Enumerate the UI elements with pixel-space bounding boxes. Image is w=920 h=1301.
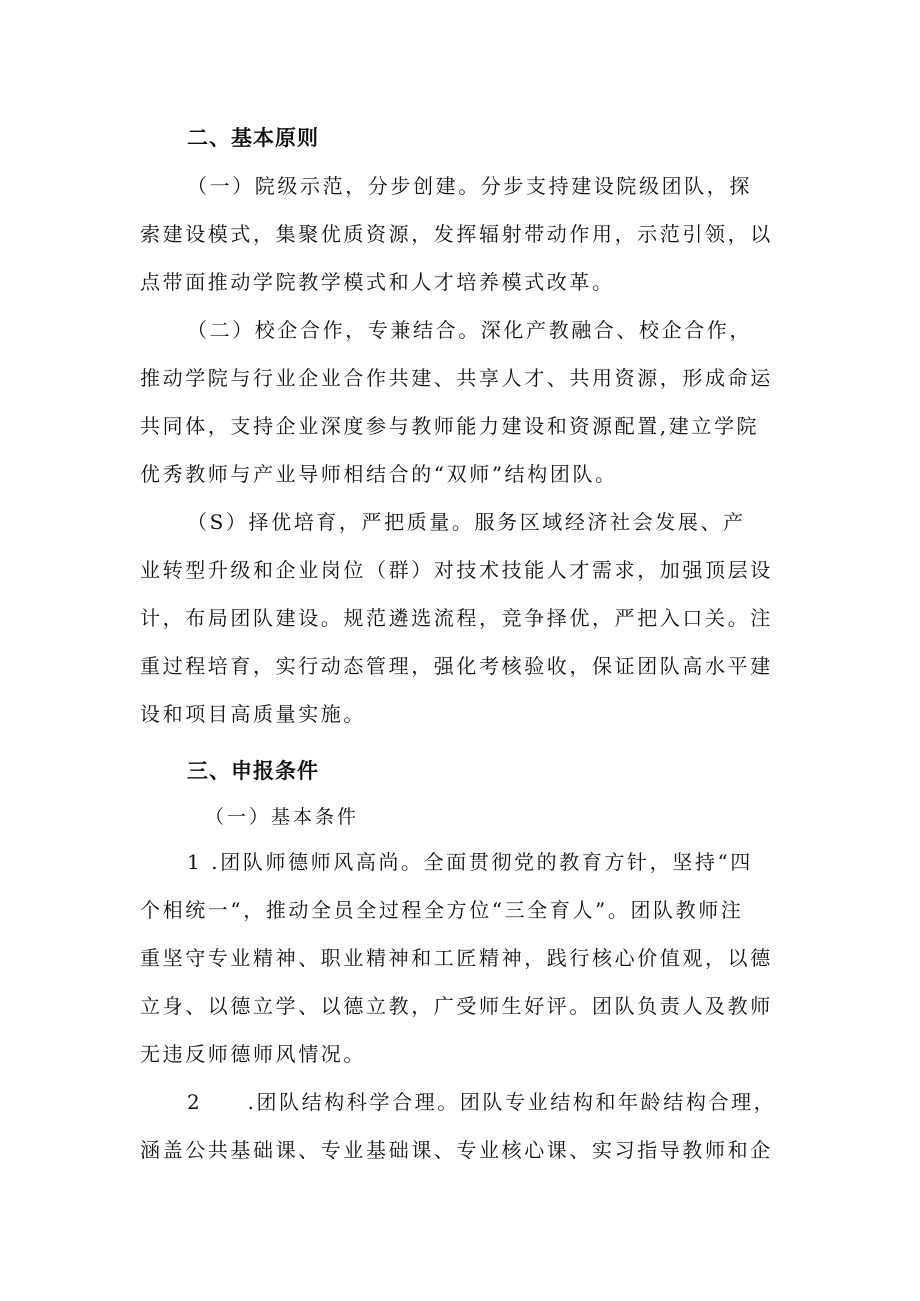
paragraph-line: （一）院级示范，分步创建。分步支持建设院级团队，探 bbox=[187, 174, 752, 198]
paragraph-line: （二）校企合作，专兼结合。深化产教融合、校企合作， bbox=[187, 318, 752, 342]
paragraph-line: 重坚守专业精神、职业精神和工匠精神，践行核心价值观，以德 bbox=[140, 946, 773, 970]
paragraph-line: 1 .团队师德师风高尚。全面贯彻党的教育方针，坚持“四 bbox=[187, 850, 753, 874]
section-heading-principles: 二、基本原则 bbox=[187, 126, 319, 150]
subsection-heading: （一）基本条件 bbox=[205, 806, 360, 828]
paragraph-line: 推动学院与行业企业合作共建、共享人才、共用资源，形成命运 bbox=[140, 366, 773, 390]
paragraph-line: 无违反师德师风情况。 bbox=[140, 1042, 366, 1066]
paragraph-line: 共同体，支持企业深度参与教师能力建设和资源配置,建立学院 bbox=[140, 414, 760, 438]
paragraph-line: 2 .团队结构科学合理。团队专业结构和年龄结构合理， bbox=[187, 1090, 777, 1114]
paragraph-line: 个相统一“，推动全员全过程全方位“三全育人”。团队教师注 bbox=[140, 898, 744, 922]
paragraph-line: 重过程培育，实行动态管理，强化考核验收，保证团队高水平建 bbox=[140, 654, 773, 678]
section-heading-conditions: 三、申报条件 bbox=[187, 759, 319, 783]
paragraph-line: 立身、以德立学、以德立教，广受师生好评。团队负责人及教师 bbox=[140, 994, 773, 1018]
paragraph-line: 优秀教师与产业导师相结合的“双师”结构团队。 bbox=[140, 462, 618, 486]
paragraph-line: 业转型升级和企业岗位（群）对技术技能人才需求，加强顶层设 bbox=[140, 558, 773, 582]
paragraph-line: （S）择优培育，严把质量。服务区域经济社会发展、产 bbox=[187, 510, 746, 534]
paragraph-line: 涵盖公共基础课、专业基础课、专业核心课、实习指导教师和企 bbox=[140, 1138, 773, 1162]
paragraph-line: 索建设模式，集聚优质资源，发挥辐射带动作用，示范引领，以 bbox=[140, 222, 773, 246]
paragraph-line: 计，布局团队建设。规范遴选流程，竞争择优，严把入口关。注 bbox=[140, 606, 773, 630]
paragraph-line: 设和项目高质量实施。 bbox=[140, 702, 366, 726]
paragraph-line: 点带面推动学院教学模式和人才培养模式改革。 bbox=[140, 270, 615, 294]
